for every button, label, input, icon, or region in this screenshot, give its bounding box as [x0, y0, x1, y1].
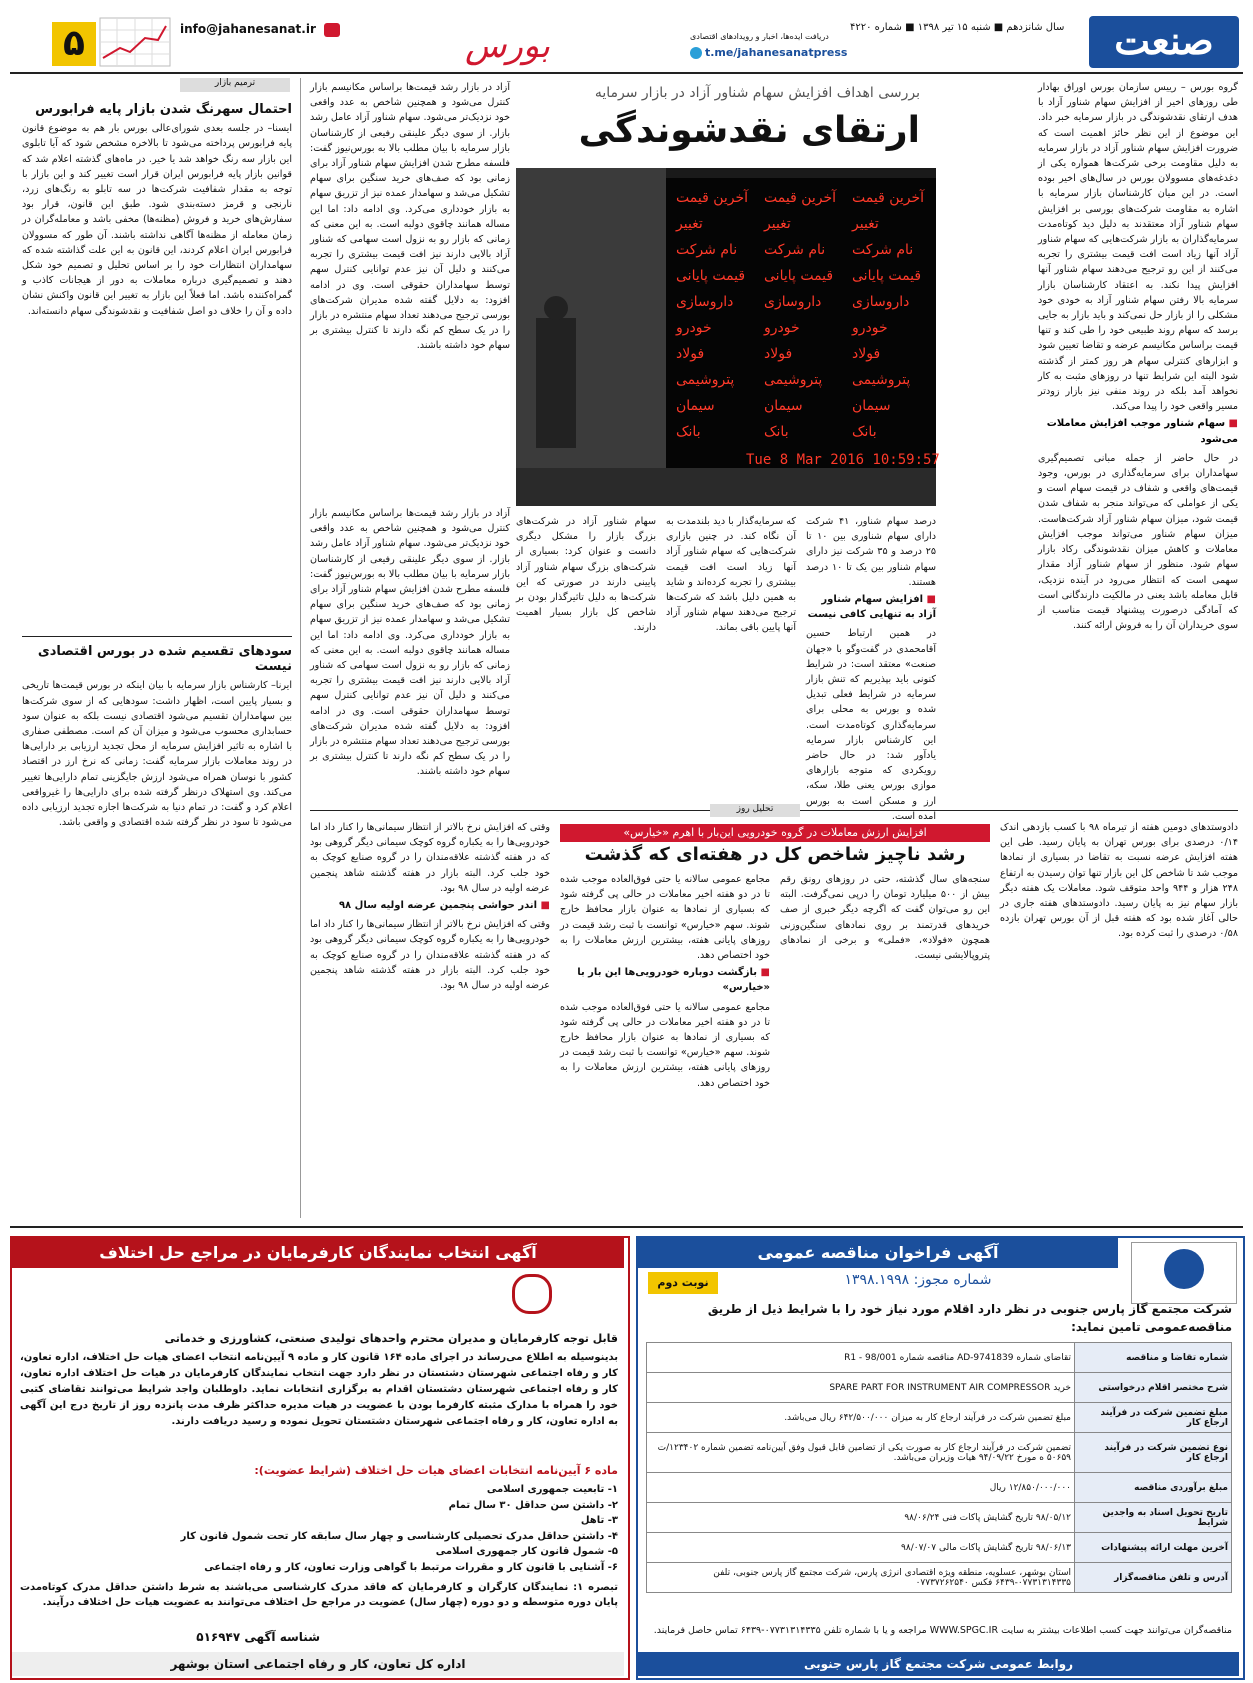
- analysis-tag: تحلیل روز: [710, 804, 800, 817]
- condition-item: ۶- آشنایی با قانون کار و مقررات مرتبط با گواهی وزارت تعاون، کار و رفاه اجتماعی: [204, 1561, 618, 1573]
- labor-id: شناسه آگهی ۵۱۶۹۴۷: [196, 1630, 320, 1644]
- side-body-2: ایرنا– کارشناس بازار سرمایه با بیان اینکه در بورس قیمت‌ها تاریخی و بسیار پایین است، اظهار داشت: سودهایی که از سوی شرکت‌ها بین سهامداران تقسیم می‌شود اقتصادی نیست بلکه به عنوان سود حسابداری محسوب می‌شود و میزان آن کم است. مصطفی صفاری با اشاره به تاثیر افزایش سرمایه از محل تجدید ارزیابی بر دارایی‌ها در روند معاملات بازار سرمایه گفت: زمانی که نرخ ارز در اقتصاد کشور با نوسان همراه می‌شود ارزش جایگزینی تمام دارایی‌ها تغییر می‌کند. وی استهلاک درنظر گرفته شده برای دارایی‌ها را غیرواقعی اعلام کرد و گفت: در تمام دنیا به شرکت‌ها اجازه تجدید ارزیابی داده می‌شود تا سود در نظر گرفته شده اقتصادی و واقعی باشد.: [22, 680, 292, 829]
- tender-title: آگهی فراخوان مناقصه عمومی: [638, 1238, 1118, 1268]
- lead-col-right: [1038, 80, 1238, 780]
- article2-col-4: [310, 820, 550, 1220]
- ticker-cell: نام شرکت: [676, 242, 738, 258]
- tender-row-label: شرح مختصر اقلام درخواستی: [1075, 1373, 1232, 1403]
- tender-signature: روابط عمومی شرکت مجتمع گاز پارس جنوبی: [638, 1652, 1239, 1676]
- lead-kicker: بررسی اهداف افزایش سهام شناور آزاد در بازار سرمایه: [594, 85, 920, 101]
- ticker-cell: بانک: [764, 424, 789, 440]
- article2-col-2: [780, 872, 990, 1220]
- ticker-cell: بانک: [676, 424, 701, 440]
- ticker-cell: سیمان: [852, 398, 891, 414]
- article2-col-3: [560, 872, 770, 1220]
- lead-col-left-text-2: آزاد در بازار رشد قیمت‌ها براساس مکانیسم بازار کنترل می‌شود و همچنین شاخص به عدد واقعی خود نزدیک‌تر می‌شود. سهام شناور آزاد عامل رشد بازار. از سوی دیگر علینقی رفیعی از کارشناسان بازار سرمایه با بیان مطلب بالا به بورس‌نیوز گفت: فلسفه مطرح شدن افزایش سهام شناور آزاد برای زمانی بود که صف‌های خرید سنگین برای سهام تشکیل می‌شد و سهامدار عمده نیز از تزریق سهام به بازار خودداری می‌کرد. وی ادامه داد: اما این مساله همانند چاقوی دولبه است. به این معنی که زمانی که بازار رو به نزول است سهامی که شناور آزاد بالایی دارند نیز افت قیمت بیشتری را تجربه می‌کنند و دلیل آن نیز عدم توانایی کنترل سهم توسط سهامداران حقوقی است. وی در ادامه افزود: به دلایل گفته شده مدیران شرکت‌های بورسی ترجیح می‌دهند تعداد سهام منتشره در بازار را در یک سطح کم نگه دارند تا کنترل بیشتری بر سهام خود داشته باشند.: [310, 508, 510, 778]
- lead-col-left: [310, 80, 510, 500]
- article2-subhead-2: ■ اندر حواشی پنجمین عرضه اولیه سال ۹۸: [338, 900, 550, 912]
- article2-text-a: دادوستدهای دومین هفته از تیرماه ۹۸ با کسب بازدهی اندک ۰/۱۴ درصدی برای بورس تهران به پایان رسید. طی این هفته افزایش عرضه نسبت به تقاضا در بسیاری از نمادها موجب شد تا شاخص کل این بازار تنها توان رسیدن به ارتفاع ۲۴۸ هزار و ۹۴۴ واحد متوقف شود. معاملات یک هفته دیگر بازار سهام نیز به پایان رسید. دادوستدهای هفته جاری در حالی آغاز شده بود که هفته قبل از آن بورس تهران بازده ۰/۵۸ درصدی را ثبت کرده بود.: [1000, 822, 1238, 940]
- ticker-cell: نام شرکت: [764, 242, 826, 258]
- tender-row: [647, 1533, 1232, 1563]
- ticker-cell: سیمان: [676, 398, 715, 414]
- ministry-emblem: [482, 1274, 582, 1328]
- ticker-cell: آخرین قیمت: [852, 190, 925, 206]
- ticker-cell: بانک: [852, 424, 877, 440]
- condition-item: ۲- داشتن سن حداقل ۳۰ سال تمام: [448, 1499, 618, 1511]
- telegram-info: دریافت ایده‌ها، اخبار و رویدادهای اقتصادی: [690, 32, 829, 41]
- tender-row-label: آدرس و تلفن مناقصه‌گزار: [1075, 1563, 1232, 1593]
- nioc-logo: [1131, 1242, 1237, 1304]
- tender-table: [646, 1342, 1232, 1593]
- side-title-1: احتمال سهرنگ شدن بازار پایه فرابورس: [35, 102, 292, 117]
- tender-row: [647, 1373, 1232, 1403]
- lead-col-left-text: آزاد در بازار رشد قیمت‌ها براساس مکانیسم بازار کنترل می‌شود و همچنین شاخص به عدد واقعی خود نزدیک‌تر می‌شود. سهام شناور آزاد عامل رشد بازار. از سوی دیگر علینقی رفیعی از کارشناسان بازار سرمایه با بیان مطلب بالا به بورس‌نیوز گفت: فلسفه مطرح شدن افزایش سهام شناور آزاد برای زمانی بود که صف‌های خرید سنگین برای سهام تشکیل می‌شد و سهامدار عمده نیز از تزریق سهام به بازار خودداری می‌کرد. وی ادامه داد: اما این مساله همانند چاقوی دولبه است. به این معنی که زمانی که بازار رو به نزول است سهامی که شناور آزاد بالایی دارند نیز افت قیمت بیشتری را تجربه می‌کنند و دلیل آن نیز عدم توانایی کنترل سهم توسط سهامداران حقوقی است. وی در ادامه افزود: به دلایل گفته شده مدیران شرکت‌های بورسی ترجیح می‌دهند تعداد سهام منتشره در بازار را در یک سطح کم نگه دارند تا کنترل بیشتری بر سهام خود داشته باشند.: [310, 82, 510, 352]
- side-article-2: [22, 642, 292, 1212]
- labor-conditions: [20, 1482, 618, 1575]
- jahan-sanat-logo[interactable]: صنعت: [1089, 16, 1239, 68]
- tender-row-value: تقاضای شماره 9741839-AD مناقصه شماره R1 - 98/001: [647, 1343, 1075, 1373]
- ticker-cell: قیمت پایانی: [852, 268, 922, 284]
- lead-col-right-text-2: در حال حاضر از جمله مبانی تصمیم‌گیری سهامداران برای سرمایه‌گذاری در بورس، وجود قیمت‌های واقعی و شفاف در قیمت سهام است و یکی از عواملی که می‌تواند منجر به شفاف شدن قیمت شود، میزان سهام شناور آزاد شرکت‌هاست. میزان سهام شناور می‌تواند موجب افزایش معاملات و کاهش میزان نقدشوندگی رکاد بازار سهام شود. منظور از سهام شناور آزاد مقدار سهمی است که انتظار می‌رود در آینده نزدیک، قابل معامله باشد یعنی در مالکیت دارندگانی است که آمادگی درصورت پیشنهاد قیمت مناسب از سوی خریداران آن را به فروش ارائه کنند.: [1038, 452, 1238, 632]
- lead-col-mid: [806, 514, 937, 822]
- ticker-cell: قیمت پایانی: [676, 268, 746, 284]
- chart-icon: [100, 18, 170, 66]
- lead-col-b1-text: که سرمایه‌گذار با دید بلندمدت به آن نگاه کند. در چنین بازاری شرکت‌هایی که سهام شناور آزاد آنها زیاد است افت قیمت بیشتری را تجربه کرده‌اند و شاید به همین دلیل باشد که شرکت‌ها ترجیح می‌دهند سهام شناور آزاد آنها پایین باقی بماند.: [666, 516, 796, 634]
- lead-col-right-text: گروه بورس – رییس سازمان بورس اوراق بهادار طی روزهای اخیر از افزایش سهام شناور آزاد با هدف ارتقای نقدشوندگی در بازار سرمایه خبر داد. این موضوع از این نظر حائز اهمیت است که ضرورت افزایش سهام شناور آزاد در بازار سرمایه به دلیل مقاومت برخی شرکت‌ها همواره یکی از دغدغه‌های مسوولان بورس در سال‌های اخیر بوده است. در این میان کارشناسان بازار سرمایه با اشاره به مقاومت شرکت‌های بورسی بر افزایش سهام شناور آزاد معتقدند به دلیل دید کوتاه‌مدت سرمایه‌گذاران به بازار شرکت‌هایی که سهام شناور آزاد آنها زیاد است افت قیمت بیشتری را تجربه می‌کنند از این رو ترجیح می‌دهند سهام شناور آنها افزایش پیدا نکند. به اعتقاد کارشناسان بازار سرمایه بالا رفتن سهام شناور آزاد به خودی خود مشکلی را از بازار حل نمی‌کند و باید بازار به جایی برسد که سهام روند طبیعی خود را طی کند و تنها قیمت براساس مکانیسم عرضه و تقاضا تعیین شود و ابزارهای کنترلی سهام هر روز کمتر از گذشته شود البته این شرایط تنها در روزهای مثبت به کار نخواهد آمد بلکه در روند منفی نیز بازار زودتر مسیر واقعی خود را پیدا می‌کند.: [1038, 82, 1238, 413]
- labor-title: آگهی انتخاب نمایندگان کارفرمایان در مراجع حل اختلاف: [12, 1238, 624, 1268]
- ticker-cell: پتروشیمی: [852, 372, 911, 388]
- labor-conditions-title: ماده ۶ آیین‌نامه انتخابات اعضای هیات حل اختلاف (شرایط عضویت):: [254, 1464, 618, 1477]
- article2-text-d-2: وقتی که افزایش نرخ بالاتر از انتظار سیمانی‌ها را کنار داد اما خودرویی‌ها را به یکباره گروه کوچک سیمانی دیگر گروهی بود که در هفته گذشته علاقه‌مندان را در گروه صنایع کوچک به خود جلب کرد. البته بازار در هفته گذشته شاهد پنجمین عرضه اولیه در سال ۹۸ بود.: [310, 919, 550, 992]
- side-title-2: سودهای تقسیم شده در بورس اقتصادی نیست: [37, 644, 292, 675]
- tender-row-label: تاریخ تحویل اسناد به واجدین شرایط: [1075, 1503, 1232, 1533]
- article2-text-c-2: مجامع عمومی سالانه یا حتی فوق‌العاده موجب شده تا در دو هفته اخیر معاملات در حالی پی گرفته شود که بسیاری از نمادها به عنوان بازار محافظ خارج شوند. سهم «خیارس» توانست با ثبت رشد قیمت در روزهای پایانی هفته، بیشترین ارزش معاملات را به خود اختصاص دهد.: [560, 1001, 770, 1089]
- labor-intro: قابل توجه کارفرمایان و مدیران محترم واحدهای تولیدی صنعتی، کشاورزی و خدماتی: [164, 1332, 618, 1345]
- tender-row-value: تضمین شرکت در فرآیند ارجاع کار به صورت یکی از تضامین قابل قبول وفق آیین‌نامه تضمین شماره ۱۲۳۴۰۲/ت ۵۰۶۵۹ ه مورخ ۹۴/۰۹/۲۲ هیات وزیران می‌باشد.: [647, 1433, 1075, 1473]
- article2-text-c: مجامع عمومی سالانه یا حتی فوق‌العاده موجب شده تا در دو هفته اخیر معاملات در حالی پی گرفته شود که بسیاری از نمادها به عنوان بازار محافظ خارج شوند. سهم «خیارس» توانست با ثبت رشد قیمت در روزهای پایانی هفته، بیشترین ارزش معاملات را به خود اختصاص دهد.: [560, 874, 770, 962]
- lead-col-b2: [516, 514, 656, 804]
- lead-col-mid-text: درصد سهام شناور، ۴۱ شرکت دارای سهام شناوری بین ۱۰ تا ۲۵ درصد و ۳۵ شرکت نیز دارای سهام شناور بین یک تا ۱۰ درصد هستند.: [806, 516, 937, 588]
- tender-row-label: نوع تضمین شرکت در فرآیند ارجاع کار: [1075, 1433, 1232, 1473]
- tender-row-value: ۹۸/۰۶/۱۳ تاریخ گشایش پاکات مالی ۹۸/۰۷/۰۷: [647, 1533, 1075, 1563]
- issue-line: سال شانزدهم ■ شنبه ۱۵ تیر ۱۳۹۸ ■ شماره ۴۲۲۰: [850, 22, 1065, 33]
- lead-col-b2-text: سهام شناور آزاد در شرکت‌های بزرگ بازار را مشکل دیگری دانست و عنوان کرد: بسیاری از شرکت‌های بزرگ سهام شناور آزاد پایینی دارند در صورتی که این شرکت‌ها به دلیل تاثیرگذار بودن بر شاخص کل بازار بسیار اهمیت دارند.: [516, 516, 656, 634]
- tender-row: [647, 1563, 1232, 1593]
- ticker-cell: داروسازی: [676, 294, 734, 310]
- lead-col-b1: [666, 514, 796, 804]
- tender-row-label: مبلغ تضمین شرکت در فرآیند ارجاع کار: [1075, 1403, 1232, 1433]
- tender-row: [647, 1503, 1232, 1533]
- ticker-cell: تغییر: [676, 216, 703, 232]
- ticker-cell: تغییر: [852, 216, 879, 232]
- tender-round: نوبت دوم: [648, 1272, 718, 1294]
- ticker-cell: خودرو: [852, 320, 888, 336]
- side-article-1: [22, 100, 292, 630]
- labor-notice: [10, 1236, 630, 1680]
- tender-license: شماره مجوز: ۱۳۹۸.۱۹۹۸: [844, 1272, 992, 1288]
- ticker-cell: پتروشیمی: [764, 372, 823, 388]
- lead-col-left-2: [310, 506, 510, 806]
- ticker-cell: نام شرکت: [852, 242, 914, 258]
- stock-exchange-photo: [516, 168, 940, 506]
- ticker-cell: فولاد: [676, 346, 705, 362]
- ticker-cell: خودرو: [676, 320, 712, 336]
- tender-row-value: ۱۲/۸۵۰/۰۰۰/۰۰۰ ریال: [647, 1473, 1075, 1503]
- article2-banner: افزایش ارزش معاملات در گروه خودرویی این‌بار با اهرم «خیارس»: [560, 824, 990, 842]
- tender-footer: مناقصه‌گران می‌توانند جهت کسب اطلاعات بیشتر به سایت WWW.SPGC.IR مراجعه و یا با شماره تلفن ۰۷۷۳۱۳۱۴۳۳۵-۶۴۳۹ تماس حاصل فرمایند.: [653, 1625, 1232, 1636]
- tender-row-value: استان بوشهر، عسلویه، منطقه ویژه اقتصادی انرژی پارس، شرکت مجتمع گاز پارس جنوبی، تلفن ۰۷۷۳۱۳۱۴۳۳۵-۶۴۳۹ فکس ۰۷۷۳۷۲۶۲۵۴۰: [647, 1563, 1075, 1593]
- ticker-board-image: [516, 168, 940, 506]
- page-number: ۵: [52, 22, 96, 66]
- ticker-cell: فولاد: [852, 346, 881, 362]
- side-body-1: ایسنا– در جلسه بعدی شورای‌عالی بورس بار هم به موضوع قانون پایه فرابورس پرداخته می‌شود تا بالاخره مشخص شود که آیا تابلوی این بازار سه رنگ خواهد شد یا خیر. در ماه‌های گذشته اعلام شد که قوانین بازار پایه فرابورس ایران قرار است تغییر کند و این بازار با توجه به مقدار شفافیت شرکت‌ها در سه تابلو به رنگ‌های زرد، نارنجی و قرمز دسته‌بندی شود. طبق این قانون، قرار بود سفارش‌های خرید و فروش (مظنه‌ها) مخفی باشد و معامله‌گران در زمان معامله از مظنه‌ها آگاهی نداشته باشند. آن طور که مسوولان فرابورس ایران اعلام کردند، این قانون به این علت گذاشته شده که سهامداران انتظارات خود را بر اساس تحلیل و تصمیم خود شکل دهند و تصمیم‌گیری درباره معاملات به دور از هیجانات کاذب و گمراه‌کننده باشد. اما فعلاً این بازار به تغییر این قانون واکنش نشان داده و آن را خلاف دو اصل شفافیت و نقدشوندگی سهام دانسته‌اند.: [22, 123, 292, 317]
- lead-subhead-1: ■ سهام شناور موجب افزایش معاملات می‌شود: [1046, 418, 1238, 445]
- ticker-cell: فولاد: [764, 346, 793, 362]
- ticker-cell: داروسازی: [852, 294, 910, 310]
- telegram-icon: [690, 47, 702, 59]
- ticker-cell: تغییر: [764, 216, 791, 232]
- tender-row: [647, 1473, 1232, 1503]
- tender-row-label: مبلغ برآوردی مناقصه: [1075, 1473, 1232, 1503]
- telegram-link[interactable]: t.me/jahanesanatpress: [690, 46, 847, 59]
- labor-signature: اداره کل تعاون، کار و رفاه اجتماعی استان بوشهر: [12, 1652, 624, 1676]
- lead-title: ارتقای نقدشوندگی: [578, 110, 920, 151]
- ticker-cell: خودرو: [764, 320, 800, 336]
- condition-item: ۴- داشتن حداقل مدرک تحصیلی کارشناسی و چهار سال سابقه کار تحت شمول قانون کار: [180, 1530, 618, 1542]
- ticker-cell: آخرین قیمت: [676, 190, 749, 206]
- tender-notice: [636, 1236, 1245, 1680]
- tender-row-value: ۹۸/۰۵/۱۲ تاریخ گشایش پاکات فنی ۹۸/۰۶/۲۴: [647, 1503, 1075, 1533]
- ticker-cell: پتروشیمی: [676, 372, 735, 388]
- section-title: بورس: [465, 26, 550, 66]
- tender-row: [647, 1343, 1232, 1373]
- mail-icon: [324, 23, 340, 37]
- tender-row-value: خرید SPARE PART FOR INSTRUMENT AIR COMPRESSOR: [647, 1373, 1075, 1403]
- tender-row-label: شماره تقاضا و مناقصه: [1075, 1343, 1232, 1373]
- article2-subhead: ■ بازگشت دوباره خودرویی‌ها این بار با «خیارس»: [577, 967, 770, 994]
- tender-row-value: مبلغ تضمین شرکت در فرآیند ارجاع کار به میزان ۶۴۲/۵۰۰/۰۰۰ ریال می‌باشد.: [647, 1403, 1075, 1433]
- article2-col-1: [1000, 820, 1238, 1220]
- article2-text-b: سنجه‌های سال گذشته، حتی در روزهای رونق رقم بیش از ۵۰۰ میلیارد تومان را درپی نمی‌گرفت. البته این رو می‌توان گفت که اگرچه دیگر خبری از صف خریدهای قدرتمند بر روی نمادهای سنگین‌وزنی همچون «فولاد»، «فملی» و برخی از نمادهای پتروپالایشی نیست.: [780, 874, 990, 962]
- condition-item: ۵- شمول قانون کار جمهوری اسلامی: [435, 1546, 618, 1557]
- condition-item: ۳- تاهل: [580, 1515, 618, 1526]
- ticker-cell: قیمت پایانی: [764, 268, 834, 284]
- tender-row: [647, 1403, 1232, 1433]
- article2-text-d: وقتی که افزایش نرخ بالاتر از انتظار سیمانی‌ها را کنار داد اما خودرویی‌ها را به یکباره گروه کوچک سیمانی دیگر گروهی بود که در هفته گذشته علاقه‌مندان را در گروه صنایع کوچک به خود جلب کرد. البته بازار در هفته گذشته شاهد پنجمین عرضه اولیه در سال ۹۸ بود.: [310, 822, 550, 894]
- email-link[interactable]: info@jahanesanat.ir: [180, 22, 340, 37]
- labor-body: بدینوسیله به اطلاع می‌رساند در اجرای ماده ۱۶۴ قانون کار و ماده ۹ آیین‌نامه انتخاب اعضای هیات حل اختلاف، اداره تعاون، کار و رفاه اجتماعی شهرستان دشتستان در نظر دارد جهت انتخاب نمایندگان کارفرمایان در هیات حل اختلاف اداره تعاون، کار و رفاه اجتماعی شهرستان دشتستان اقدام به برگزاری انتخابات نماید. داوطلبان واجد شرایط می‌توانند تقاضای کتبی خود را همراه با مدارک مثبته کارفرما بودن با عضویت در هیات مدیره حداکثر ظرف مدت پانزده روز از تاریخ درج این آگهی به اداره تعاون، کار و رفاه اجتماعی شهرستان دشتستان تحویل نموده و رسید دریافت دارند.: [20, 1352, 619, 1427]
- ticker-clock: Tue 8 Mar 2016 10:59:57: [746, 452, 940, 468]
- ticker-cell: داروسازی: [764, 294, 822, 310]
- condition-item: ۱- تابعیت جمهوری اسلامی: [486, 1484, 618, 1495]
- labor-note: تبصره ۱: نمایندگان کارگران و کارفرمایان که فاقد مدرک کارشناسی می‌باشند به شرط داشتن حداقل مدرک کوتاه‌مدت پایان دوره متوسطه و دو دوره (چهار سال) عضویت در مراجع حل اختلاف می‌توانند به عضویت هیات حل اختلاف درآیند.: [20, 1582, 619, 1608]
- ticker-cell: آخرین قیمت: [764, 190, 837, 206]
- lead-col-mid-text-2: در همین ارتباط حسین آقامحمدی در گفت‌وگو با «جهان صنعت» معتقد است: در شرایط کنونی باید بپذیریم که تنش بازار سرمایه در شرایط فعلی تبدیل شده و بورس به محلی برای سرمایه‌گذاری کوتاه‌مدت است. این کارشناس بازار سرمایه یادآور شد: در حال حاضر رویکردی که متوجه بازارهای موازی بورس یعنی طلا، سکه، ارز و مسکن است به بورس آمده است.: [806, 628, 936, 822]
- side-tag: ترمیم بازار: [180, 78, 290, 92]
- lead-subhead-2: ■ افزایش سهام شناور آزاد به تنهایی کافی نیست: [807, 594, 936, 621]
- tender-company: شرکت مجتمع گاز پارس جنوبی در نظر دارد اقلام مورد نیاز خود را با شرایط ذیل از طریق مناقصه‌عمومی تامین نماید:: [707, 1302, 1232, 1334]
- tender-row: [647, 1433, 1232, 1473]
- article2-title: رشد ناچیز شاخص کل در هفته‌ای که گذشت: [584, 844, 966, 865]
- ticker-cell: سیمان: [764, 398, 803, 414]
- tender-row-label: آخرین مهلت ارائه پیشنهادات: [1075, 1533, 1232, 1563]
